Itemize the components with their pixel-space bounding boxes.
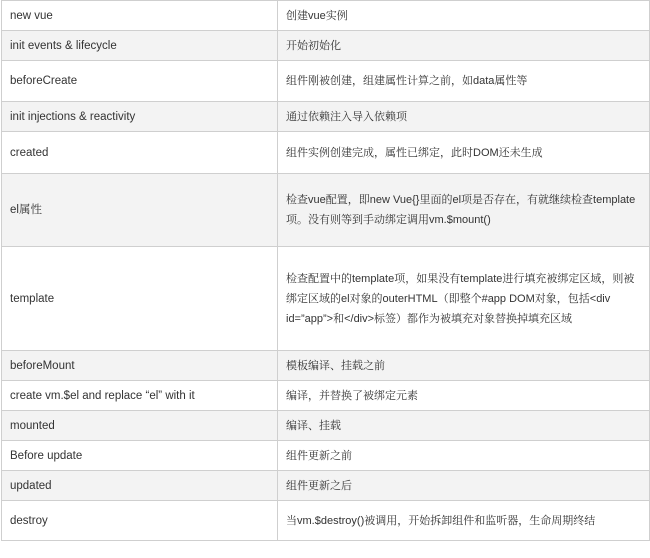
table-row — [2, 102, 650, 132]
table-row — [2, 351, 650, 381]
table-row — [2, 381, 650, 411]
description-cell: 编译、挂载 — [278, 411, 650, 441]
description-cell: 创建vue实例 — [278, 1, 650, 31]
table-row — [2, 1, 650, 31]
table-row — [2, 61, 650, 102]
description-cell: 组件更新之前 — [278, 441, 650, 471]
stage-cell: create vm.$el and replace “el” with it — [2, 381, 278, 411]
description-cell: 检查vue配置，即new Vue{}里面的el项是否存在，有就继续检查template项。没有则等到手动绑定调用vm.$mount() — [278, 174, 650, 247]
table-row — [2, 411, 650, 441]
description-cell: 组件更新之后 — [278, 471, 650, 501]
lifecycle-table — [1, 0, 650, 541]
description-cell: 组件刚被创建，组建属性计算之前，如data属性等 — [278, 61, 650, 102]
table-row — [2, 501, 650, 541]
stage-cell: el属性 — [2, 174, 278, 247]
stage-cell: mounted — [2, 411, 278, 441]
stage-cell: updated — [2, 471, 278, 501]
description-cell: 开始初始化 — [278, 31, 650, 61]
table-row — [2, 247, 650, 351]
stage-cell: created — [2, 132, 278, 174]
description-cell: 当vm.$destroy()被调用，开始拆卸组件和监听器，生命周期终结 — [278, 501, 650, 541]
stage-cell: template — [2, 247, 278, 351]
stage-cell: destroy — [2, 501, 278, 541]
description-cell: 模板编译、挂载之前 — [278, 351, 650, 381]
stage-cell: beforeMount — [2, 351, 278, 381]
stage-cell: beforeCreate — [2, 61, 278, 102]
stage-cell: init events & lifecycle — [2, 31, 278, 61]
table-row — [2, 174, 650, 247]
table-row — [2, 471, 650, 501]
table-row — [2, 31, 650, 61]
description-cell: 编译，并替换了被绑定元素 — [278, 381, 650, 411]
stage-cell: Before update — [2, 441, 278, 471]
description-cell: 通过依赖注入导入依赖项 — [278, 102, 650, 132]
stage-cell: init injections & reactivity — [2, 102, 278, 132]
stage-cell: new vue — [2, 1, 278, 31]
description-cell: 组件实例创建完成，属性已绑定，此时DOM还未生成 — [278, 132, 650, 174]
description-cell: 检查配置中的template项，如果没有template进行填充被绑定区域，则被绑定区域的el对象的outerHTML（即整个#app DOM对象，包括<div id=”app”>和</div>标签）都作为被填充对象替换掉填充区域 — [278, 247, 650, 351]
table-row — [2, 441, 650, 471]
table-row — [2, 132, 650, 174]
